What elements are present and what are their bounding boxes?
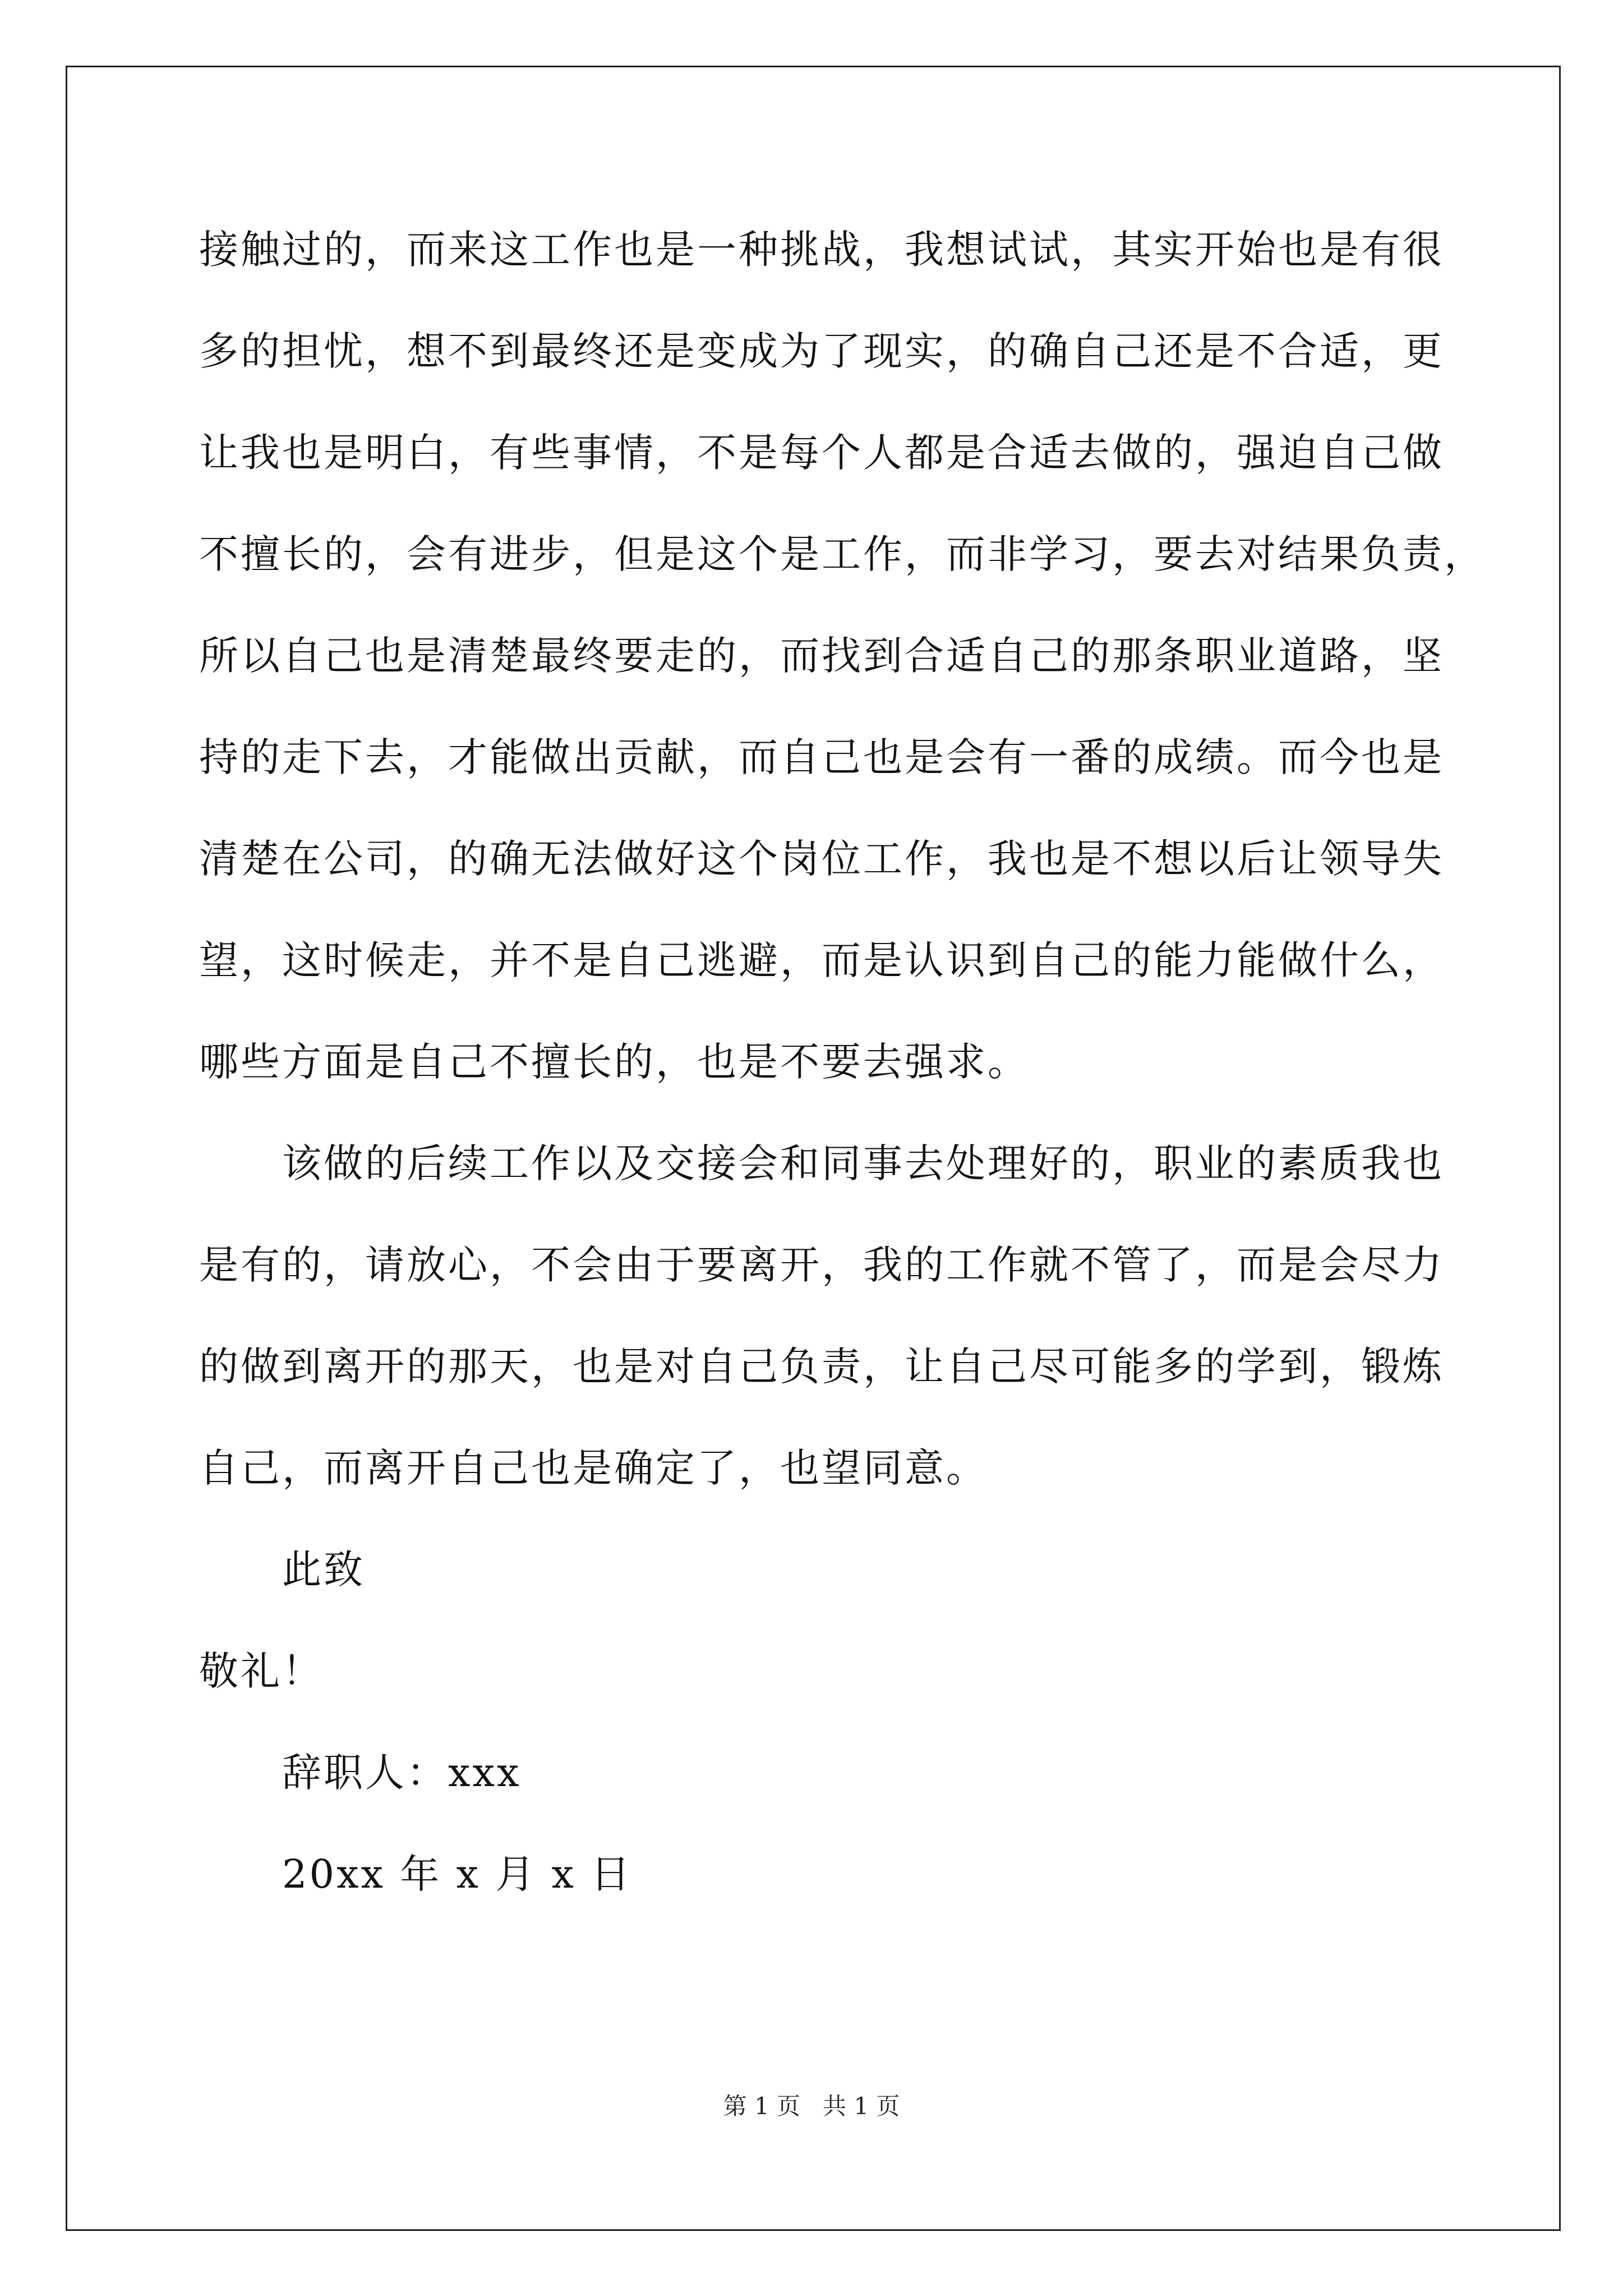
paragraph-line: 多的担忧，想不到最终还是变成为了现实，的确自己还是不合适，更	[199, 328, 1444, 374]
paragraph-line: 清楚在公司，的确无法做好这个岗位工作，我也是不想以后让领导失	[199, 836, 1444, 882]
paragraph-line: 所以自己也是清楚最终要走的，而找到合适自己的那条职业道路，坚	[199, 633, 1444, 679]
date-text: 20xx 年 x 月 x 日	[282, 1851, 633, 1897]
page-total: 共 1 页	[823, 2092, 900, 2120]
paragraph-line: 是有的，请放心，不会由于要离开，我的工作就不管了，而是会尽力	[199, 1242, 1444, 1288]
paragraph-line: 望，这时候走，并不是自己逃避，而是认识到自己的能力能做什么，	[199, 937, 1444, 983]
closing-text: 此致	[282, 1547, 365, 1593]
page-footer	[0, 2090, 1623, 2123]
paragraph-line: 持的走下去，才能做出贡献，而自己也是会有一番的成绩。而今也是	[199, 734, 1444, 780]
paragraph-line: 让我也是明白，有些事情，不是每个人都是合适去做的，强迫自己做	[199, 430, 1444, 476]
paragraph-line: 哪些方面是自己不擅长的，也是不要去强求。	[199, 1039, 1029, 1085]
salutation-text: 敬礼！	[199, 1648, 324, 1694]
paragraph-line: 的做到离开的那天，也是对自己负责，让自己尽可能多的学到，锻炼	[199, 1343, 1444, 1389]
paragraph-line: 该做的后续工作以及交接会和同事去处理好的，职业的素质我也	[282, 1140, 1444, 1186]
paragraph-line: 接触过的，而来这工作也是一种挑战，我想试试，其实开始也是有很	[199, 227, 1444, 273]
paragraph-line: 不擅长的，会有进步，但是这个是工作，而非学习，要去对结果负责，	[199, 531, 1486, 577]
paragraph-line: 自己，而离开自己也是确定了，也望同意。	[199, 1445, 988, 1491]
signature-text: 辞职人：xxx	[282, 1750, 522, 1796]
page-number: 第 1 页	[723, 2092, 800, 2120]
